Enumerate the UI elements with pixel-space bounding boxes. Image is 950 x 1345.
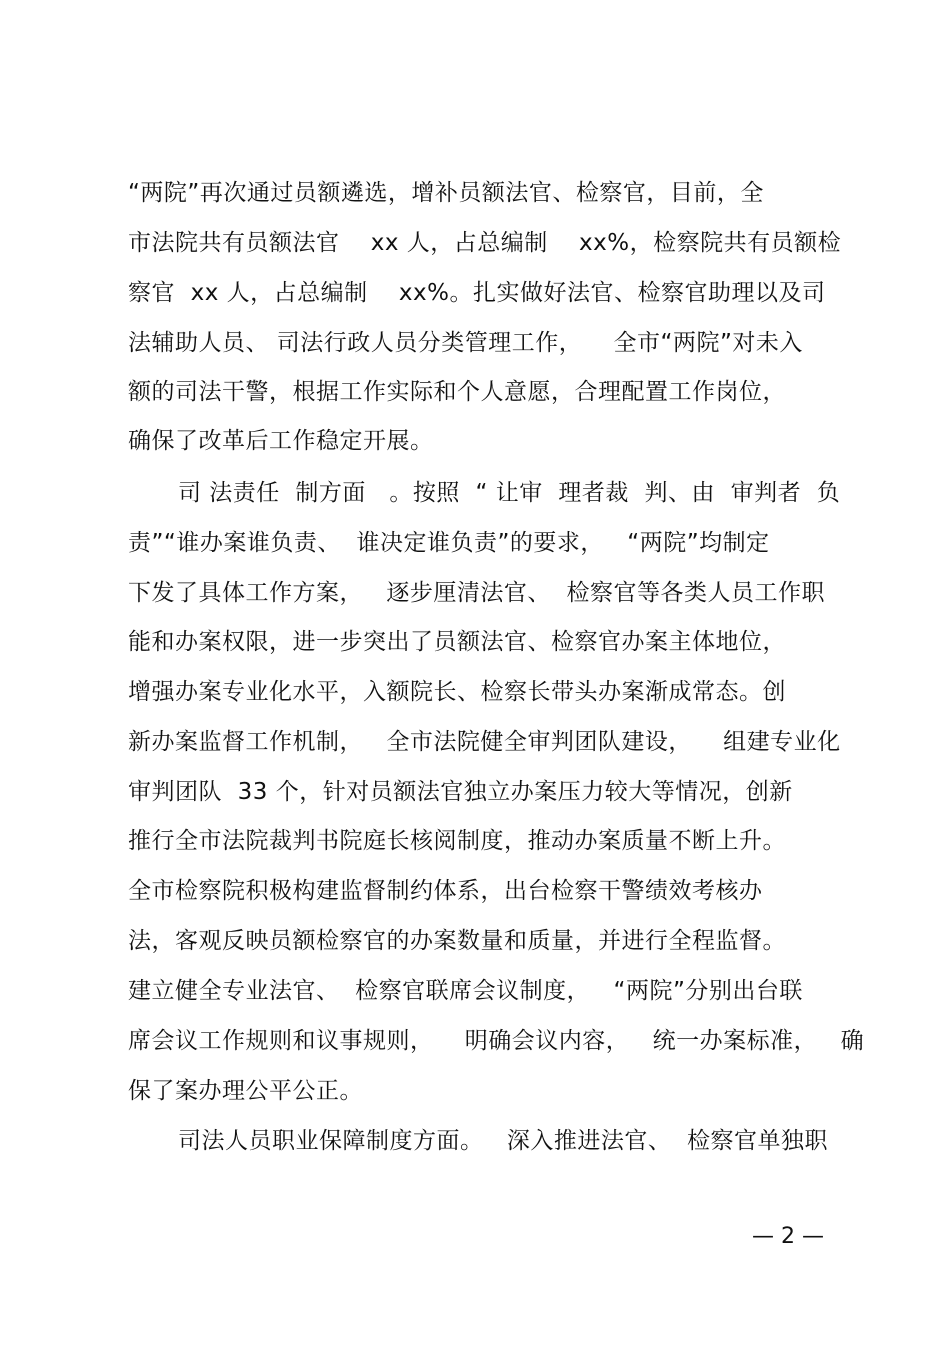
text-line: 确保了改革后工作稳定开展。 — [128, 428, 434, 454]
text-line: 责”“谁办案谁负责、 谁决定谁负责”的要求， “两院”均制定 — [128, 530, 770, 556]
text-line: 下发了具体工作方案， 逐步厘清法官、 检察官等各类人员工作职 — [128, 580, 826, 606]
text-line: 能和办案权限，进一步突出了员额法官、检察官办案主体地位， — [128, 629, 786, 655]
paragraph-start-line: 司 法责任 制方面 。按照 “ 让审 理者裁 判、由 审判者 负 — [178, 480, 841, 506]
text-line: 建立健全专业法官、 检察官联席会议制度， “两院”分别出台联 — [128, 978, 803, 1004]
text-line: 察官 xx 人，占总编制 xx%。扎实做好法官、检察官助理以及司 — [128, 280, 826, 306]
text-line: 保了案办理公平公正。 — [128, 1078, 363, 1104]
text-line: 增强办案专业化水平，入额院长、检察长带头办案渐成常态。创 — [128, 679, 786, 705]
text-line: 法辅助人员、 司法行政人员分类管理工作， 全市“两院”对未入 — [128, 330, 803, 356]
page-number: — 2 — — [752, 1224, 824, 1249]
text-line: 市法院共有员额法官 xx 人，占总编制 xx%，检察院共有员额检 — [128, 230, 842, 256]
text-line: 审判团队 33 个，针对员额法官独立办案压力较大等情况，创新 — [128, 779, 793, 805]
text-line: “两院”再次通过员额遴选，增补员额法官、检察官，目前，全 — [128, 180, 764, 206]
text-line: 法，客观反映员额检察官的办案数量和质量，并进行全程监督。 — [128, 928, 786, 954]
text-line: 推行全市法院裁判书院庭长核阅制度，推动办案质量不断上升。 — [128, 828, 786, 854]
text-line: 席会议工作规则和议事规则， 明确会议内容， 统一办案标准， 确 — [128, 1028, 865, 1054]
paragraph-start-line: 司法人员职业保障制度方面。 深入推进法官、 检察官单独职 — [178, 1128, 829, 1154]
text-line: 额的司法干警，根据工作实际和个人意愿，合理配置工作岗位， — [128, 379, 786, 405]
text-line: 全市检察院积极构建监督制约体系，出台检察干警绩效考核办 — [128, 878, 763, 904]
text-line: 新办案监督工作机制， 全市法院健全审判团队建设， 组建专业化 — [128, 729, 841, 755]
